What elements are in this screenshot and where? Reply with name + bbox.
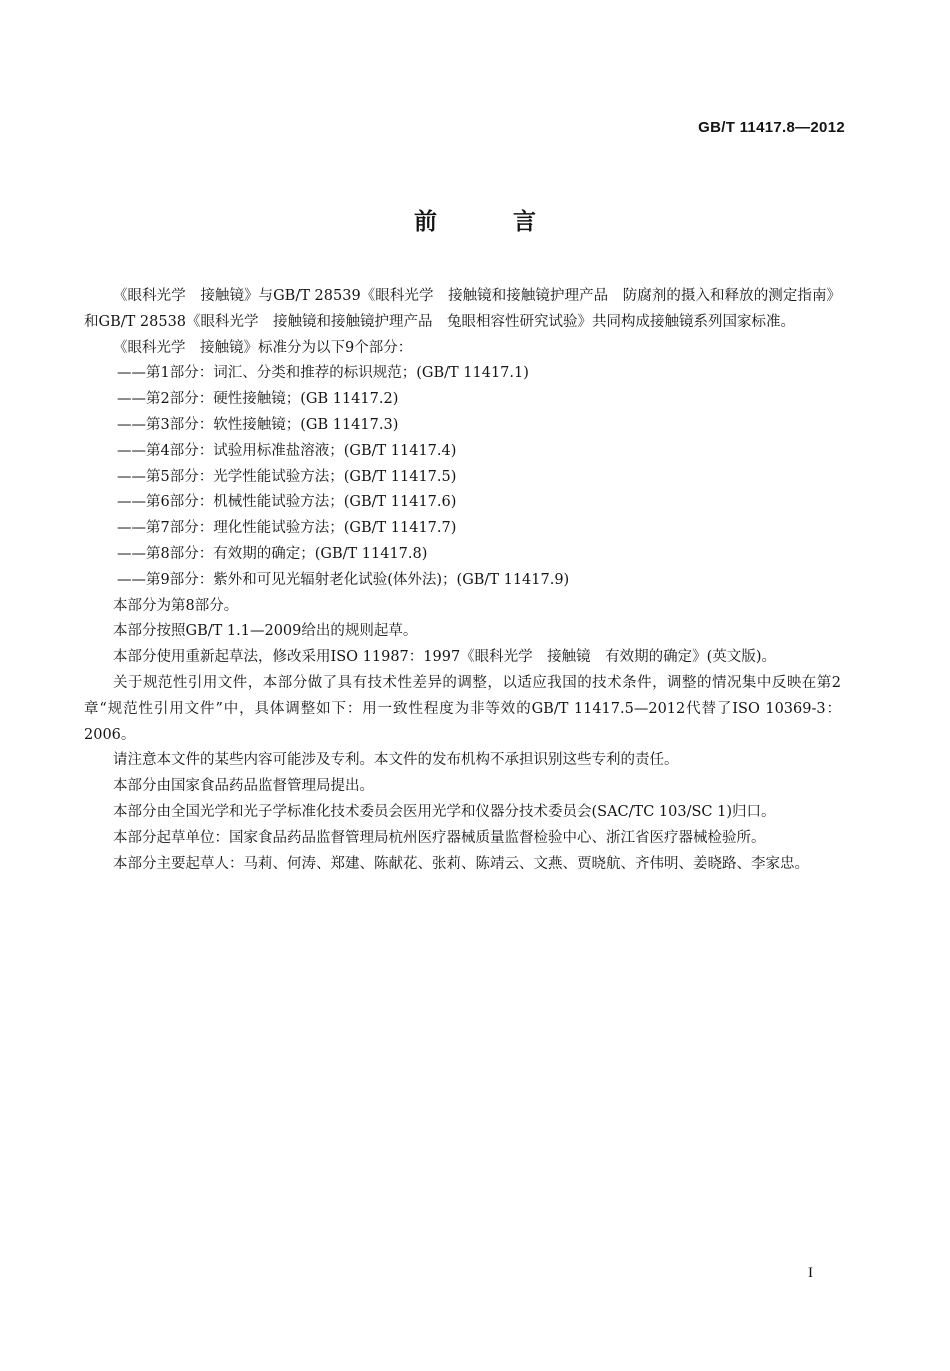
body-paragraph: 请注意本文件的某些内容可能涉及专利。本文件的发布机构不承担识别这些专利的责任。 bbox=[113, 752, 679, 769]
foreword-body bbox=[84, 284, 841, 877]
body-paragraph: 本部分主要起草人：马莉、何涛、郑建、陈献花、张莉、陈靖云、文燕、贾晓航、齐伟明、姜晓路、李家忠。 bbox=[113, 855, 809, 872]
part-list-item: ——第3部分：软性接触镜；(GB 11417.3) bbox=[117, 416, 399, 433]
page-title: 前 言 bbox=[413, 209, 570, 235]
part-list-item: ——第7部分：理化性能试验方法；(GB/T 11417.7) bbox=[117, 520, 457, 537]
body-paragraph: 关于规范性引用文件，本部分做了具有技术性差异的调整，以适应我国的技术条件，调整的情况集中反映在第2章“规范性引用文件”中，具体调整如下：用一致性程度为非等效的GB/T 11417.5—2012代替了ISO 10369-3：2006。 bbox=[84, 674, 841, 743]
part-list-item: ——第2部分：硬性接触镜；(GB 11417.2) bbox=[117, 391, 399, 408]
part-list-item: ——第4部分：试验用标准盐溶液；(GB/T 11417.4) bbox=[117, 442, 457, 459]
body-paragraph: 本部分起草单位：国家食品药品监督管理局杭州医疗器械质量监督检验中心、浙江省医疗器械检验所。 bbox=[113, 829, 766, 846]
standard-code: GB/T 11417.8—2012 bbox=[698, 119, 845, 136]
part-list-item: ——第5部分：光学性能试验方法；(GB/T 11417.5) bbox=[117, 468, 457, 485]
part-list-item: ——第8部分：有效期的确定；(GB/T 11417.8) bbox=[117, 545, 428, 562]
intro-paragraph: 《眼科光学 接触镜》与GB/T 28539《眼科光学 接触镜和接触镜护理产品 防腐剂的摄入和释放的测定指南》和GB/T 28538《眼科光学 接触镜和接触镜护理产品 兔眼相容性研究试验》共同构成接触镜系列国家标准。 bbox=[84, 288, 841, 330]
body-paragraph: 本部分由全国光学和光子学标准化技术委员会医用光学和仪器分技术委员会(SAC/TC 103/SC 1)归口。 bbox=[113, 803, 776, 820]
parts-intro: 《眼科光学 接触镜》标准分为以下9个部分： bbox=[113, 339, 413, 356]
body-paragraph: 本部分按照GB/T 1.1—2009给出的规则起草。 bbox=[113, 623, 418, 640]
part-list-item: ——第9部分：紫外和可见光辐射老化试验(体外法)；(GB/T 11417.9) bbox=[117, 571, 570, 588]
body-paragraph: 本部分为第8部分。 bbox=[113, 597, 239, 614]
page-number: I bbox=[808, 1265, 813, 1281]
body-paragraph: 本部分使用重新起草法，修改采用ISO 11987：1997《眼科光学 接触镜 有效期的确定》(英文版)。 bbox=[113, 649, 776, 666]
part-list-item: ——第1部分：词汇、分类和推荐的标识规范；(GB/T 11417.1) bbox=[117, 365, 529, 382]
part-list-item: ——第6部分：机械性能试验方法；(GB/T 11417.6) bbox=[117, 494, 457, 511]
body-paragraph: 本部分由国家食品药品监督管理局提出。 bbox=[113, 778, 374, 795]
